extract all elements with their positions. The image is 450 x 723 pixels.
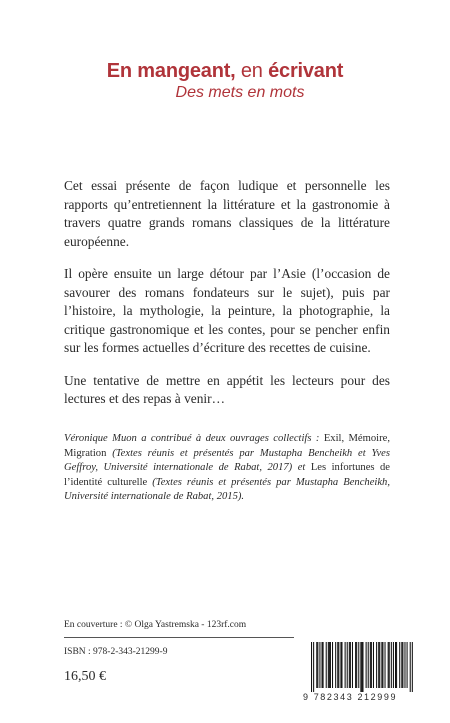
barcode-bar: [360, 642, 361, 692]
barcode-bar: [371, 642, 372, 688]
barcode-bar: [366, 642, 367, 688]
barcode-bar: [328, 642, 329, 688]
blurb-paragraph-1: Cet essai présente de façon ludique et personnelle les rapports qu’entretiennent la littérature et la gastronomie à travers quatre grands romans classiques de la littérature européenne.: [64, 178, 390, 249]
barcode-bar: [326, 642, 327, 688]
author-note-work-1-credit: (Textes réunis et présentés par Mustapha Bencheikh et Yves Geffroy, Université internationale de Rabat, 2017): [64, 447, 390, 473]
barcode-bar: [385, 642, 386, 688]
barcode-bar: [319, 642, 320, 688]
blurb: [64, 177, 390, 423]
barcode-bar: [401, 642, 402, 688]
barcode-bar: [396, 642, 397, 688]
barcode-bar: [350, 642, 351, 688]
barcode-bar: [399, 642, 400, 688]
barcode-bar: [356, 642, 357, 688]
author-note-work-2-credit: (Textes réunis et présentés par Mustapha Bencheikh, Université internationale de Rabat, 2015).: [64, 476, 390, 502]
barcode-bar: [404, 642, 405, 688]
barcode-bar: [349, 642, 350, 688]
author-note-lead: Véronique Muon a contribué à deux ouvrages collectifs :: [64, 433, 324, 444]
barcode-bar: [355, 642, 356, 688]
barcode-bar: [335, 642, 336, 688]
barcode-bar: [338, 642, 339, 688]
title-part-3: écrivant: [268, 60, 344, 82]
barcode-bar: [322, 642, 323, 688]
barcode-bar: [407, 642, 408, 688]
barcode-bar: [382, 642, 383, 688]
title-part-2: en: [235, 60, 269, 82]
barcode-bar: [311, 642, 312, 692]
barcode-bar: [317, 642, 318, 688]
author-note: [64, 432, 390, 505]
barcode-bar: [323, 642, 324, 688]
barcode-bar: [410, 642, 411, 692]
barcode-bar: [370, 642, 371, 688]
barcode-bar: [393, 642, 394, 688]
barcode-bar: [316, 642, 317, 688]
barcode-bar: [358, 642, 359, 688]
book-subtitle: Des mets en mots: [175, 84, 305, 101]
isbn: ISBN : 978-2-343-21299-9: [64, 647, 168, 657]
blurb-paragraph-2: Il opère ensuite un large détour par l’Asie (l’occasion de savourer des romans fondateurs sur le sujet), puis par l’histoire, la mythologie, la peinture, la photographie, la critique gastronomique et les contes, pour se pencher enfin sur les formes actuelles d’écriture des recettes de cuisine.: [64, 266, 390, 355]
barcode-bar: [395, 642, 396, 688]
barcode-bar: [330, 642, 331, 688]
barcode-bar: [376, 642, 377, 688]
barcode-bar: [361, 642, 362, 692]
cover-credit: En couverture : © Olga Yastremska - 123rf.com: [64, 620, 247, 630]
barcode-bar: [352, 642, 353, 688]
barcode-bar: [389, 642, 390, 688]
barcode-digits: 9 782343 212999: [303, 692, 398, 702]
barcode-bar: [313, 642, 314, 692]
book-title: [0, 60, 450, 82]
divider: [64, 637, 294, 638]
barcode-bar: [368, 642, 369, 688]
barcode-bar: [337, 642, 338, 688]
barcode-bar: [341, 642, 342, 688]
barcode-bar: [329, 642, 330, 688]
price: 16,50 €: [64, 669, 106, 684]
barcode-bar: [402, 642, 403, 688]
barcode-bar: [378, 642, 379, 688]
barcode-bar: [347, 642, 348, 688]
barcode-bar: [391, 642, 392, 688]
barcode-bar: [362, 642, 363, 692]
barcode-bar: [381, 642, 382, 688]
barcode-bar: [379, 642, 380, 688]
author-note-work-2: Les infortunes de l’identité culturelle: [64, 462, 391, 488]
title-block: [0, 60, 450, 102]
author-note-connector: et: [297, 462, 311, 473]
barcode-bars: [303, 642, 413, 692]
author-note-work-1: Exil, Mémoire, Migration: [64, 433, 390, 459]
barcode-bar: [388, 642, 389, 688]
barcode-bar: [373, 642, 374, 688]
barcode-bar: [345, 642, 346, 688]
barcode-bar: [412, 642, 413, 692]
blurb-paragraph-3: Une tentative de mettre en appétit les lecteurs pour des lectures et des repas à venir…: [64, 372, 390, 406]
barcode-bar: [340, 642, 341, 688]
barcode-bar: [332, 642, 333, 688]
title-part-1: En mangeant,: [106, 60, 236, 82]
